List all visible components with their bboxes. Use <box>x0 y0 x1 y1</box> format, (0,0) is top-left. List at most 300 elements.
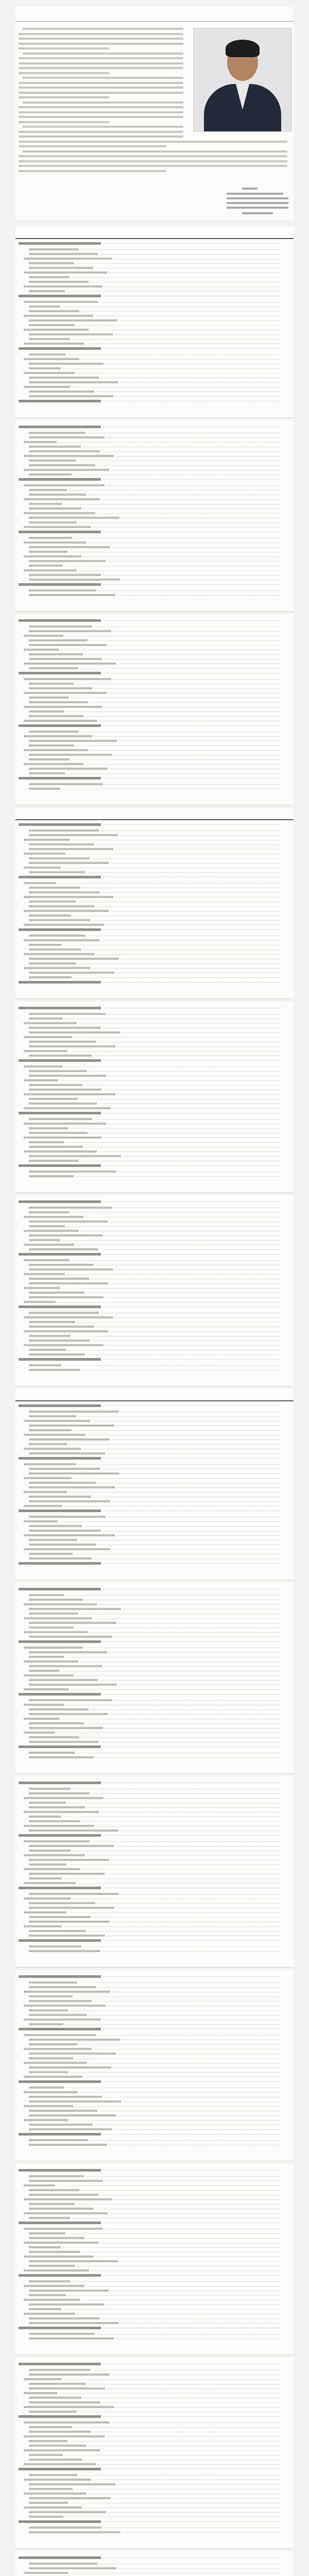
toc-entry[interactable] <box>15 1588 294 1592</box>
toc-entry[interactable] <box>15 2290 294 2294</box>
toc-entry[interactable] <box>15 953 294 957</box>
toc-entry[interactable] <box>15 1316 294 1320</box>
toc-entry[interactable] <box>15 1349 294 1353</box>
toc-entry[interactable] <box>15 1811 294 1815</box>
toc-entry[interactable] <box>15 1452 294 1456</box>
toc-entry[interactable] <box>15 2217 294 2221</box>
toc-entry[interactable] <box>15 1752 294 1756</box>
toc-entry[interactable] <box>15 455 294 459</box>
toc-entry[interactable] <box>15 583 294 587</box>
toc-entry[interactable] <box>15 724 294 728</box>
toc-entry[interactable] <box>15 1670 294 1674</box>
toc-entry[interactable] <box>15 1248 294 1252</box>
toc-entry[interactable] <box>15 1118 294 1122</box>
toc-entry[interactable] <box>15 2139 294 2143</box>
toc-entry[interactable] <box>15 1816 294 1820</box>
toc-entry[interactable] <box>15 512 294 516</box>
toc-entry[interactable] <box>15 1516 294 1520</box>
toc-entry[interactable] <box>15 2019 294 2023</box>
toc-entry[interactable] <box>15 2048 294 2052</box>
toc-entry[interactable] <box>15 1902 294 1906</box>
toc-entry[interactable] <box>15 551 294 555</box>
toc-entry[interactable] <box>15 1907 294 1911</box>
toc-entry[interactable] <box>15 2556 294 2561</box>
toc-entry[interactable] <box>15 2180 294 2184</box>
toc-entry[interactable] <box>15 1443 294 1447</box>
toc-entry[interactable] <box>15 2322 294 2326</box>
toc-entry[interactable] <box>15 2208 294 2212</box>
toc-entry[interactable] <box>15 2114 294 2119</box>
toc-entry[interactable] <box>15 1660 294 1665</box>
toc-entry[interactable] <box>15 2378 294 2382</box>
toc-entry[interactable] <box>15 1164 294 1168</box>
toc-entry[interactable] <box>15 2189 294 2193</box>
toc-entry[interactable] <box>15 958 294 962</box>
toc-entry[interactable] <box>15 1239 294 1243</box>
toc-entry[interactable] <box>15 935 294 939</box>
toc-entry[interactable] <box>15 1636 294 1640</box>
toc-entry[interactable] <box>15 1225 294 1229</box>
toc-entry[interactable] <box>15 295 294 299</box>
toc-entry[interactable] <box>15 630 294 634</box>
toc-entry[interactable] <box>15 1756 294 1760</box>
toc-entry[interactable] <box>15 2228 294 2232</box>
toc-entry[interactable] <box>15 910 294 914</box>
toc-entry[interactable] <box>15 2212 294 2216</box>
toc-entry[interactable] <box>15 1840 294 1844</box>
toc-entry[interactable] <box>15 2294 294 2298</box>
toc-entry[interactable] <box>15 386 294 390</box>
toc-entry[interactable] <box>15 2327 294 2331</box>
toc-entry[interactable] <box>15 2260 294 2264</box>
toc-entry[interactable] <box>15 1986 294 1990</box>
toc-entry[interactable] <box>15 1911 294 1916</box>
toc-entry[interactable] <box>15 1059 294 1063</box>
toc-entry[interactable] <box>15 242 294 246</box>
toc-entry[interactable] <box>15 2009 294 2013</box>
toc-entry[interactable] <box>15 2572 294 2576</box>
toc-entry[interactable] <box>15 2128 294 2132</box>
toc-entry[interactable] <box>15 1335 294 1339</box>
toc-entry[interactable] <box>15 1788 294 1792</box>
toc-entry[interactable] <box>15 2028 294 2032</box>
toc-entry[interactable] <box>15 1264 294 1268</box>
toc-entry[interactable] <box>15 2014 294 2018</box>
toc-entry[interactable] <box>15 2251 294 2255</box>
toc-entry[interactable] <box>15 2242 294 2246</box>
toc-entry[interactable] <box>15 871 294 875</box>
toc-entry[interactable] <box>15 1496 294 1500</box>
toc-entry[interactable] <box>15 329 294 333</box>
toc-entry[interactable] <box>15 1893 294 1897</box>
toc-entry[interactable] <box>15 1868 294 1872</box>
toc-entry[interactable] <box>15 2421 294 2426</box>
toc-entry[interactable] <box>15 381 294 385</box>
toc-entry[interactable] <box>15 1718 294 1722</box>
toc-entry[interactable] <box>15 347 294 351</box>
toc-entry[interactable] <box>15 338 294 342</box>
toc-entry[interactable] <box>15 1684 294 1688</box>
toc-entry[interactable] <box>15 281 294 285</box>
toc-entry[interactable] <box>15 715 294 719</box>
toc-entry[interactable] <box>15 1425 294 1429</box>
toc-entry[interactable] <box>15 887 294 891</box>
toc-entry[interactable] <box>15 1991 294 1995</box>
toc-entry[interactable] <box>15 1084 294 1088</box>
toc-entry[interactable] <box>15 574 294 578</box>
toc-entry[interactable] <box>15 758 294 762</box>
toc-entry[interactable] <box>15 1981 294 1986</box>
toc-entry[interactable] <box>15 731 294 735</box>
toc-entry[interactable] <box>15 2431 294 2435</box>
toc-entry[interactable] <box>15 262 294 266</box>
toc-entry[interactable] <box>15 1745 294 1750</box>
toc-entry[interactable] <box>15 1211 294 1215</box>
toc-entry[interactable] <box>15 315 294 319</box>
toc-entry[interactable] <box>15 2203 294 2207</box>
toc-entry[interactable] <box>15 267 294 271</box>
toc-entry[interactable] <box>15 478 294 482</box>
toc-entry[interactable] <box>15 1925 294 1929</box>
toc-entry[interactable] <box>15 706 294 710</box>
toc-entry[interactable] <box>15 2468 294 2472</box>
toc-entry[interactable] <box>15 2337 294 2342</box>
toc-entry[interactable] <box>15 1036 294 1040</box>
toc-entry[interactable] <box>15 1713 294 1717</box>
toc-entry[interactable] <box>15 1369 294 1373</box>
toc-entry[interactable] <box>15 565 294 569</box>
toc-entry[interactable] <box>15 1200 294 1205</box>
toc-entry[interactable] <box>15 324 294 328</box>
toc-entry[interactable] <box>15 353 294 358</box>
toc-entry[interactable] <box>15 1292 294 1296</box>
toc-entry[interactable] <box>15 555 294 560</box>
toc-entry[interactable] <box>15 672 294 676</box>
toc-entry[interactable] <box>15 1103 294 1107</box>
toc-entry[interactable] <box>15 1429 294 1433</box>
toc-entry[interactable] <box>15 2463 294 2467</box>
toc-entry[interactable] <box>15 1863 294 1868</box>
toc-entry[interactable] <box>15 1921 294 1925</box>
toc-entry[interactable] <box>15 944 294 948</box>
toc-entry[interactable] <box>15 2303 294 2308</box>
toc-entry[interactable] <box>15 248 294 252</box>
toc-entry[interactable] <box>15 1301 294 1305</box>
toc-entry[interactable] <box>15 867 294 871</box>
toc-entry[interactable] <box>15 1562 294 1566</box>
toc-entry[interactable] <box>15 1065 294 1070</box>
toc-entry[interactable] <box>15 1825 294 1829</box>
toc-entry[interactable] <box>15 1792 294 1797</box>
toc-entry[interactable] <box>15 1930 294 1934</box>
toc-entry[interactable] <box>15 2076 294 2080</box>
toc-entry[interactable] <box>15 484 294 488</box>
toc-entry[interactable] <box>15 1273 294 1277</box>
toc-entry[interactable] <box>15 2053 294 2057</box>
toc-entry[interactable] <box>15 639 294 643</box>
toc-entry[interactable] <box>15 333 294 337</box>
toc-entry[interactable] <box>15 1820 294 1824</box>
toc-entry[interactable] <box>15 1486 294 1490</box>
toc-entry[interactable] <box>15 1557 294 1562</box>
toc-entry[interactable] <box>15 896 294 900</box>
toc-entry[interactable] <box>15 473 294 478</box>
toc-entry[interactable] <box>15 1693 294 1697</box>
toc-entry[interactable] <box>15 1321 294 1325</box>
toc-entry[interactable] <box>15 2039 294 2043</box>
toc-entry[interactable] <box>15 2184 294 2189</box>
toc-entry[interactable] <box>15 2269 294 2274</box>
toc-entry[interactable] <box>15 1007 294 1011</box>
toc-entry[interactable] <box>15 1253 294 1257</box>
toc-entry[interactable] <box>15 1613 294 1617</box>
toc-entry[interactable] <box>15 1244 294 1248</box>
toc-entry[interactable] <box>15 1278 294 1282</box>
toc-entry[interactable] <box>15 1438 294 1443</box>
toc-entry[interactable] <box>15 391 294 395</box>
toc-entry[interactable] <box>15 2043 294 2047</box>
toc-entry[interactable] <box>15 658 294 662</box>
toc-entry[interactable] <box>15 1132 294 1136</box>
toc-entry[interactable] <box>15 1704 294 1708</box>
toc-entry[interactable] <box>15 744 294 749</box>
toc-entry[interactable] <box>15 569 294 573</box>
toc-entry[interactable] <box>15 2511 294 2515</box>
toc-entry[interactable] <box>15 2023 294 2027</box>
toc-entry[interactable] <box>15 2520 294 2524</box>
toc-entry[interactable] <box>15 1617 294 1621</box>
toc-entry[interactable] <box>15 2237 294 2241</box>
toc-entry[interactable] <box>15 276 294 280</box>
toc-entry[interactable] <box>15 395 294 399</box>
toc-entry[interactable] <box>15 2087 294 2091</box>
toc-entry[interactable] <box>15 498 294 502</box>
toc-entry[interactable] <box>15 2000 294 2004</box>
toc-entry[interactable] <box>15 432 294 436</box>
toc-entry[interactable] <box>15 400 294 404</box>
toc-entry[interactable] <box>15 2563 294 2567</box>
toc-entry[interactable] <box>15 489 294 493</box>
toc-entry[interactable] <box>15 1045 294 1049</box>
toc-entry[interactable] <box>15 619 294 623</box>
toc-entry[interactable] <box>15 367 294 371</box>
toc-entry[interactable] <box>15 589 294 594</box>
toc-entry[interactable] <box>15 253 294 257</box>
toc-entry[interactable] <box>15 1939 294 1943</box>
toc-entry[interactable] <box>15 2133 294 2137</box>
toc-entry[interactable] <box>15 914 294 919</box>
toc-entry[interactable] <box>15 1041 294 1045</box>
toc-entry[interactable] <box>15 1722 294 1726</box>
toc-entry[interactable] <box>15 1411 294 1415</box>
toc-entry[interactable] <box>15 1344 294 1348</box>
toc-entry[interactable] <box>15 1420 294 1424</box>
toc-entry[interactable] <box>15 788 294 792</box>
toc-entry[interactable] <box>15 754 294 758</box>
toc-entry[interactable] <box>15 1845 294 1849</box>
toc-entry[interactable] <box>15 1434 294 1438</box>
toc-entry[interactable] <box>15 1640 294 1645</box>
toc-entry[interactable] <box>15 1859 294 1863</box>
toc-entry[interactable] <box>15 1477 294 1481</box>
toc-entry[interactable] <box>15 2066 294 2071</box>
toc-entry[interactable] <box>15 701 294 705</box>
toc-entry[interactable] <box>15 740 294 744</box>
toc-entry[interactable] <box>15 1171 294 1175</box>
toc-entry[interactable] <box>15 2124 294 2128</box>
toc-entry[interactable] <box>15 594 294 598</box>
toc-entry[interactable] <box>15 981 294 985</box>
toc-entry[interactable] <box>15 1916 294 1920</box>
toc-entry[interactable] <box>15 2144 294 2148</box>
toc-entry[interactable] <box>15 2415 294 2419</box>
toc-entry[interactable] <box>15 1287 294 1291</box>
toc-entry[interactable] <box>15 503 294 507</box>
toc-entry[interactable] <box>15 928 294 933</box>
toc-entry[interactable] <box>15 905 294 909</box>
toc-entry[interactable] <box>15 2516 294 2520</box>
toc-entry[interactable] <box>15 1482 294 1486</box>
toc-entry[interactable] <box>15 343 294 347</box>
toc-entry[interactable] <box>15 1468 294 1472</box>
toc-entry[interactable] <box>15 1160 294 1164</box>
toc-entry[interactable] <box>15 1123 294 1127</box>
toc-entry[interactable] <box>15 2493 294 2497</box>
toc-entry[interactable] <box>15 2440 294 2444</box>
toc-entry[interactable] <box>15 972 294 976</box>
toc-entry[interactable] <box>15 2096 294 2100</box>
toc-entry[interactable] <box>15 2369 294 2373</box>
toc-entry[interactable] <box>15 1491 294 1495</box>
toc-entry[interactable] <box>15 319 294 324</box>
toc-entry[interactable] <box>15 521 294 526</box>
toc-entry[interactable] <box>15 882 294 886</box>
toc-entry[interactable] <box>15 1364 294 1368</box>
toc-entry[interactable] <box>15 635 294 639</box>
toc-entry[interactable] <box>15 772 294 776</box>
toc-entry[interactable] <box>15 2333 294 2337</box>
toc-entry[interactable] <box>15 2034 294 2038</box>
toc-entry[interactable] <box>15 1448 294 1452</box>
toc-entry[interactable] <box>15 1216 294 1220</box>
toc-entry[interactable] <box>15 1296 294 1300</box>
toc-entry[interactable] <box>15 1882 294 1886</box>
toc-entry[interactable] <box>15 1732 294 1736</box>
toc-entry[interactable] <box>15 2474 294 2478</box>
toc-entry[interactable] <box>15 1850 294 1854</box>
toc-entry[interactable] <box>15 625 294 630</box>
toc-entry[interactable] <box>15 464 294 468</box>
toc-entry[interactable] <box>15 1594 294 1598</box>
toc-entry[interactable] <box>15 1802 294 1806</box>
toc-entry[interactable] <box>15 2426 294 2430</box>
toc-entry[interactable] <box>15 2397 294 2401</box>
toc-entry[interactable] <box>15 1782 294 1786</box>
toc-entry[interactable] <box>15 2531 294 2535</box>
toc-entry[interactable] <box>15 541 294 546</box>
toc-entry[interactable] <box>15 1945 294 1950</box>
toc-entry[interactable] <box>15 1797 294 1801</box>
toc-entry[interactable] <box>15 290 294 294</box>
toc-entry[interactable] <box>15 310 294 314</box>
toc-entry[interactable] <box>15 939 294 943</box>
toc-entry[interactable] <box>15 1500 294 1504</box>
toc-entry[interactable] <box>15 1150 294 1155</box>
toc-entry[interactable] <box>15 372 294 376</box>
toc-entry[interactable] <box>15 2411 294 2415</box>
toc-entry[interactable] <box>15 1259 294 1263</box>
toc-entry[interactable] <box>15 1736 294 1740</box>
toc-entry[interactable] <box>15 2005 294 2009</box>
toc-entry[interactable] <box>15 1665 294 1669</box>
toc-entry[interactable] <box>15 2527 294 2531</box>
toc-entry[interactable] <box>15 2317 294 2321</box>
toc-entry[interactable] <box>15 1070 294 1074</box>
toc-entry[interactable] <box>15 2256 294 2260</box>
toc-entry[interactable] <box>15 2449 294 2453</box>
toc-entry[interactable] <box>15 1221 294 1225</box>
toc-entry[interactable] <box>15 2488 294 2492</box>
toc-entry[interactable] <box>15 1622 294 1626</box>
toc-entry[interactable] <box>15 1075 294 1079</box>
toc-entry[interactable] <box>15 2483 294 2487</box>
toc-entry[interactable] <box>15 1887 294 1891</box>
toc-entry[interactable] <box>15 1510 294 1514</box>
toc-entry[interactable] <box>15 848 294 852</box>
toc-entry[interactable] <box>15 1146 294 1150</box>
toc-entry[interactable] <box>15 2374 294 2378</box>
toc-entry[interactable] <box>15 1312 294 1316</box>
toc-entry[interactable] <box>15 1651 294 1655</box>
toc-entry[interactable] <box>15 2110 294 2114</box>
toc-entry[interactable] <box>15 692 294 696</box>
toc-entry[interactable] <box>15 783 294 787</box>
toc-entry[interactable] <box>15 2057 294 2061</box>
toc-entry[interactable] <box>15 862 294 866</box>
toc-entry[interactable] <box>15 853 294 857</box>
toc-entry[interactable] <box>15 948 294 953</box>
toc-entry[interactable] <box>15 2175 294 2179</box>
toc-entry[interactable] <box>15 1699 294 1703</box>
toc-entry[interactable] <box>15 1155 294 1159</box>
toc-entry[interactable] <box>15 1098 294 1102</box>
toc-entry[interactable] <box>15 2308 294 2312</box>
toc-entry[interactable] <box>15 1873 294 1877</box>
toc-entry[interactable] <box>15 667 294 671</box>
toc-entry[interactable] <box>15 720 294 724</box>
toc-entry[interactable] <box>15 777 294 781</box>
toc-entry[interactable] <box>15 301 294 305</box>
toc-entry[interactable] <box>15 306 294 310</box>
toc-entry[interactable] <box>15 1599 294 1603</box>
toc-entry[interactable] <box>15 1027 294 1031</box>
toc-entry[interactable] <box>15 1353 294 1358</box>
toc-entry[interactable] <box>15 1806 294 1810</box>
toc-entry[interactable] <box>15 1877 294 1882</box>
toc-entry[interactable] <box>15 2194 294 2198</box>
toc-entry[interactable] <box>15 962 294 967</box>
toc-entry[interactable] <box>15 1018 294 1022</box>
toc-entry[interactable] <box>15 2091 294 2095</box>
toc-entry[interactable] <box>15 1358 294 1362</box>
toc-entry[interactable] <box>15 710 294 715</box>
toc-entry[interactable] <box>15 644 294 648</box>
toc-entry[interactable] <box>15 441 294 445</box>
toc-entry[interactable] <box>15 843 294 848</box>
toc-entry[interactable] <box>15 1674 294 1679</box>
toc-entry[interactable] <box>15 1935 294 1939</box>
toc-entry[interactable] <box>15 1268 294 1273</box>
